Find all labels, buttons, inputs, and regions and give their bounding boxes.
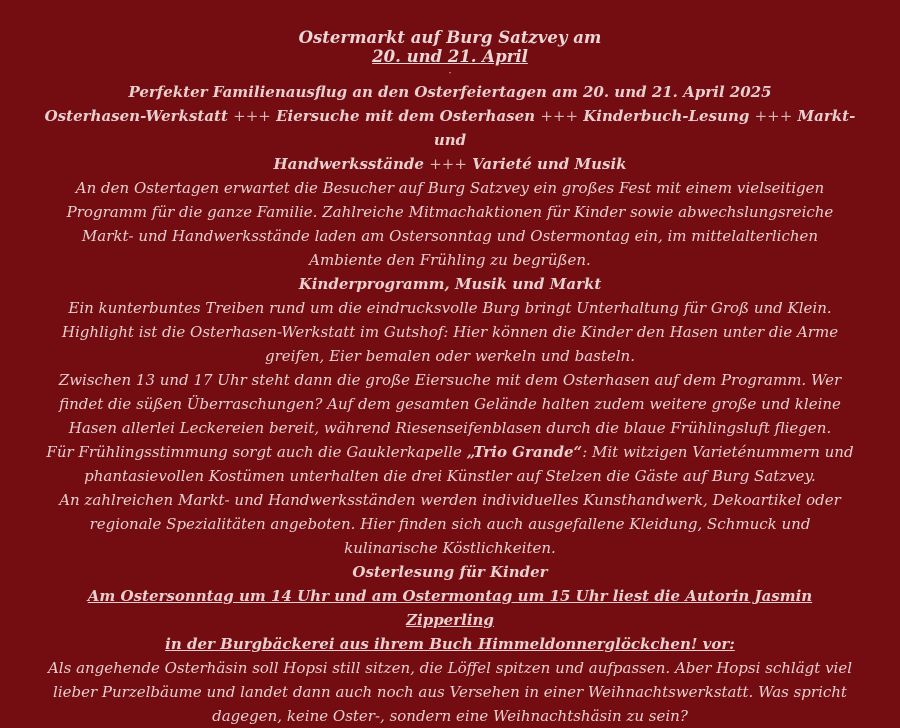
highlight-separator: +++ <box>233 107 271 125</box>
highlight-egg-hunt: Eiersuche mit dem Osterhasen <box>276 107 536 125</box>
highlight-separator: +++ <box>429 155 467 173</box>
intro-paragraph: An den Ostertagen erwartet die Besucher auf Burg Satzvey ein großes Fest mit einem vielseitigen Programm für die ganze Familie. Zahlreiche Mitmachaktionen für Kinder sowie abwechslungsreiche Markt- und Handwerksstände laden am Ostersonntag und Ostermontag ein, im mittelalterlichen Ambiente den Frühling zu begrüßen. <box>66 179 834 269</box>
highlight-variety: Varieté und Musik <box>472 155 627 173</box>
highlights-line <box>44 104 856 176</box>
reading-link[interactable] <box>44 584 856 656</box>
highlight-reading: Kinderbuch-Lesung <box>583 107 750 125</box>
p3-after: : Mit witzigen Varieténummern und phantasievollen Kostümen unterhalten die drei Künstler auf Stelzen die Gäste auf Burg Satzvey. <box>84 443 854 485</box>
section-heading-program: Kinderprogramm, Musik und Markt <box>298 275 602 293</box>
section-heading-reading: Osterlesung für Kinder <box>352 563 548 581</box>
program-paragraph-3 <box>44 440 856 488</box>
p3-before: Für Frühlingsstimmung sorgt auch die Gauklerkapelle <box>46 443 467 461</box>
highlight-market-a: Markt- und <box>433 107 856 149</box>
band-name: „Trio Grande“ <box>466 443 583 461</box>
divider-dot: - <box>448 68 452 77</box>
title-line-2: 20. und 21. April <box>372 47 528 66</box>
highlight-workshop: Osterhasen-Werkstatt <box>44 107 228 125</box>
program-paragraph-2: Zwischen 13 und 17 Uhr steht dann die große Eiersuche mit dem Osterhasen auf dem Programm. Wer findet die süßen Überraschungen? Auf dem gesamten Gelände halten zudem weitere große und kleine Hasen allerlei Leckereien bereit, während Riesenseifenblasen durch die blaue Frühlingsluft fliegen. <box>58 371 842 437</box>
reading-paragraph: Als angehende Osterhäsin soll Hopsi still sitzen, die Löffel spitzen und aufpassen. Aber Hopsi schlägt viel lieber Purzelbäume und landet dann auch noch aus Versehen in einer Weihnachtswerkstatt. Was spricht dagegen, keine Oster-, sondern eine Weihnachtshäsin zu sein? <box>47 659 853 725</box>
highlight-separator: +++ <box>540 107 579 125</box>
highlight-separator: +++ <box>754 107 793 125</box>
title-line-1: Ostermarkt auf Burg Satzvey am <box>298 28 602 47</box>
program-paragraph-4: An zahlreichen Markt- und Handwerksständen werden individuelles Kunsthandwerk, Dekoartikel oder regionale Spezialitäten angeboten. Hier finden sich auch ausgefallene Kleidung, Schmuck und kulinarische Köstlichkeiten. <box>59 491 841 557</box>
subtitle: Perfekter Familienausflug an den Osterfeiertagen am 20. und 21. April 2025 <box>128 83 772 101</box>
page-title <box>44 28 856 66</box>
highlight-market-b: Handwerksstände <box>273 155 424 173</box>
program-paragraph-1: Ein kunterbuntes Treiben rund um die eindrucksvolle Burg bringt Unterhaltung für Groß und Klein. Highlight ist die Osterhasen-Werkstatt im Gutshof: Hier können die Kinder den Hasen unter die Arme greifen, Eier bemalen oder werkeln und basteln. <box>61 299 839 365</box>
reading-link-line-1[interactable]: Am Ostersonntag um 14 Uhr und am Ostermontag um 15 Uhr liest die Autorin Jasmin Zipperling <box>87 587 813 629</box>
reading-link-line-2[interactable]: in der Burgbäckerei aus ihrem Buch Himmeldonnerglöckchen! vor: <box>165 635 735 653</box>
